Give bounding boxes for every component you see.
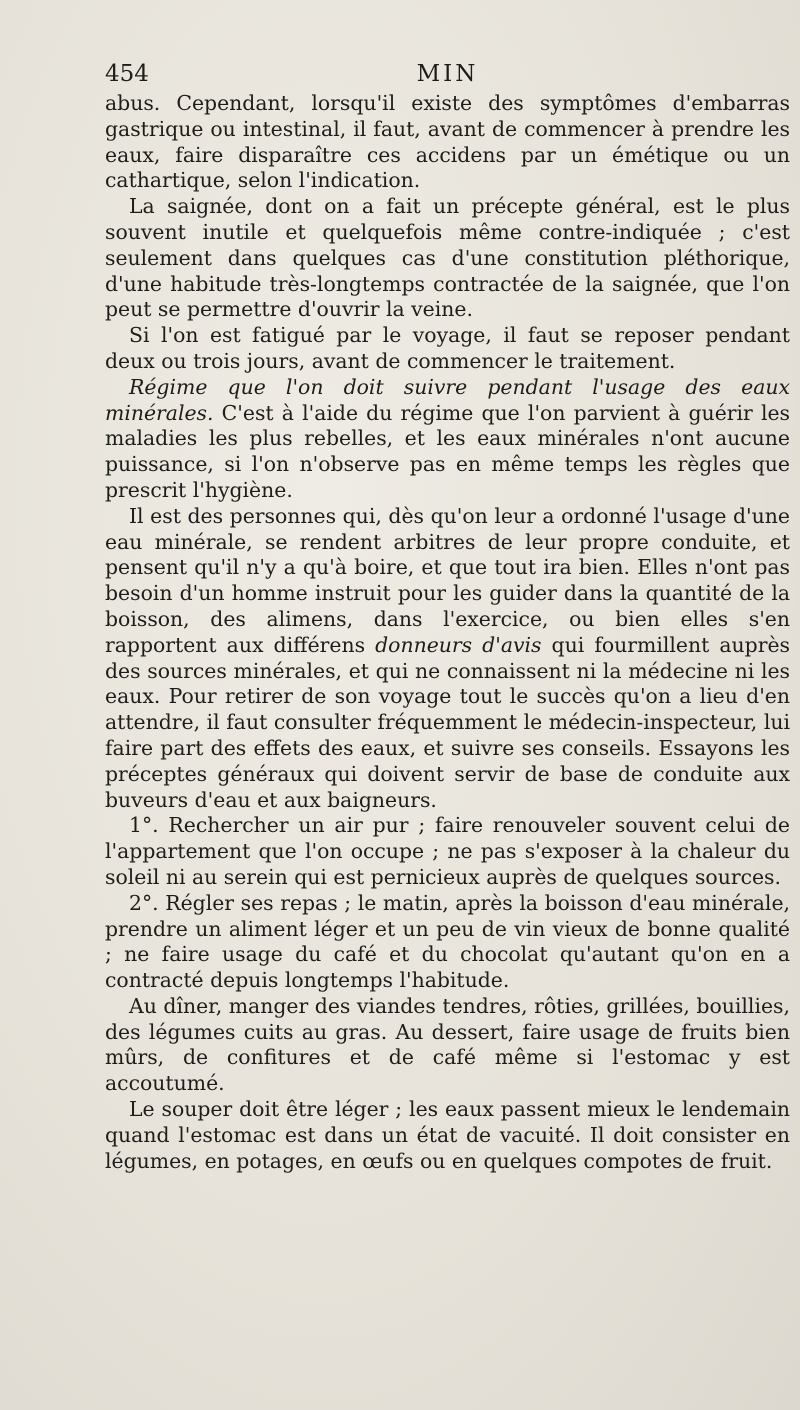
paragraph: Le souper doit être léger ; les eaux passent mieux le lendemain quand l'estomac est dans un état de vacuité. Il doit consister en légumes, en potages, en œufs ou en quelques compotes de fruit. <box>105 1097 790 1173</box>
paragraph: 1°. Rechercher un air pur ; faire renouveler souvent celui de l'appartement que l'on occupe ; ne pas s'exposer à la chaleur du soleil ni au serein qui est pernicieux auprès de quelques sources. <box>105 813 790 889</box>
page-header <box>105 58 790 90</box>
paragraph: Si l'on est fatigué par le voyage, il faut se reposer pendant deux ou trois jours, avant de commencer le traitement. <box>105 323 790 373</box>
paragraph: abus. Cependant, lorsqu'il existe des symptômes d'embarras gastrique ou intestinal, il faut, avant de commencer à prendre les eaux, faire disparaître ces accidens par un émétique ou un cathartique, selon l'indication. <box>105 91 790 193</box>
page-body <box>105 91 790 1174</box>
paragraph <box>105 504 790 814</box>
paragraph: 2°. Régler ses repas ; le matin, après la boisson d'eau minérale, prendre un aliment léger et un peu de vin vieux de bonne qualité ; ne faire usage du café et du chocolat qu'autant qu'on en a contracté depuis longtemps l'habitude. <box>105 890 790 993</box>
italic-phrase: donneurs d'avis <box>375 632 542 657</box>
section-heading: Régime que l'on doit suivre pendant l'usage des eaux minérales. <box>105 374 790 425</box>
paragraph-text: qui fourmillent auprès des sources minérales, et qui ne connaissent ni la médecine ni les eaux. Pour retirer de son voyage tout le succès qu'on a lieu d'en attendre, il faut consulter fréquemment le médecin-inspecteur, lui faire part des effets des eaux, et suivre ses conseils. Essayons les préceptes généraux qui doivent servir de base de conduite aux buveurs d'eau et aux baigneurs. <box>105 632 790 812</box>
paragraph: Au dîner, manger des viandes tendres, rôties, grillées, bouillies, des légumes cuits au gras. Au dessert, faire usage de fruits bien mûrs, de confitures et de café même si l'estomac y est accoutumé. <box>105 993 790 1096</box>
page-number: 454 <box>105 61 149 87</box>
paragraph <box>105 375 790 504</box>
paragraph: La saignée, dont on a fait un précepte général, est le plus souvent inutile et quelquefois même contre-indiquée ; c'est seulement dans quelques cas d'une constitution pléthorique, d'une habitude très-longtemps contractée de la saignée, que l'on peut se permettre d'ouvrir la veine. <box>105 194 790 322</box>
running-head: MIN <box>416 61 479 87</box>
paragraph-text: C'est à l'aide du régime que l'on parvient à guérir les maladies les plus rebelles, et les eaux minérales n'ont aucune puissance, si l'on n'observe pas en même temps les règles que prescrit l'hygiène. <box>105 400 790 502</box>
paragraph-text: Il est des personnes qui, dès qu'on leur a ordonné l'usage d'une eau minérale, se rendent arbitres de leur propre conduite, et pensent qu'il n'y a qu'à boire, et que tout ira bien. Elles n'ont pas besoin d'un homme instruit pour les guider dans la quantité de la boisson, des alimens, dans l'exercice, ou bien elles s'en rapportent aux différens <box>105 503 790 657</box>
